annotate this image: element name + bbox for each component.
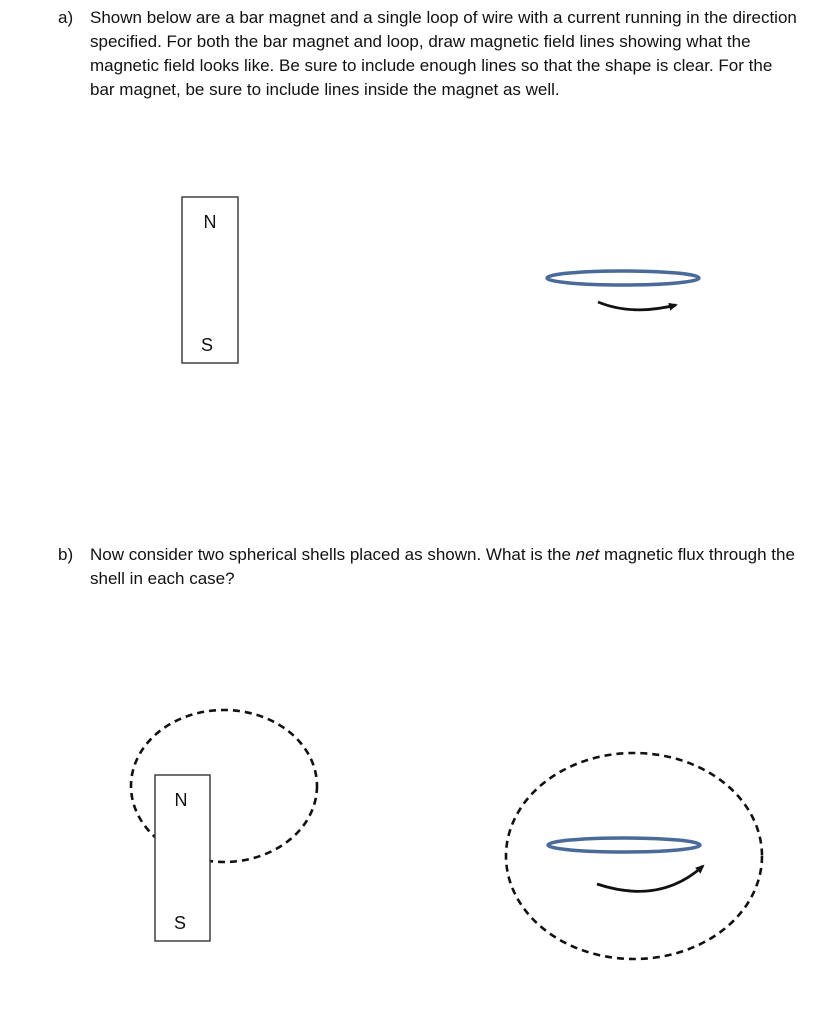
- spherical-shell-loop: [506, 753, 762, 959]
- bar-magnet-b-south-label: S: [173, 913, 187, 933]
- bar-magnet-a: [182, 197, 238, 363]
- question-b-text-before: Now consider two spherical shells placed as shown. What is the: [90, 545, 576, 564]
- question-b-text-after: magnetic flux through the shell in each case?: [90, 545, 795, 588]
- shell-case-magnet: [131, 710, 317, 941]
- question-a-text: Shown below are a bar magnet and a single loop of wire with a current running in the direction specified. For both the bar magnet and loop, draw magnetic field lines showing what the magnetic field looks like. Be sure to include enough lines so that the shape is clear. For the bar magnet, be sure to include lines inside the magnet as well.: [90, 8, 797, 99]
- current-loop-a: [547, 271, 699, 310]
- question-b-emphasis: net: [575, 545, 600, 564]
- wire-loop-a: [547, 271, 699, 285]
- bar-magnet-b-north-label: N: [174, 790, 188, 810]
- question-a-marker: a): [58, 8, 74, 27]
- question-b-marker: b): [58, 545, 74, 564]
- bar-magnet-a-south-label: S: [200, 335, 214, 355]
- shell-case-loop: [506, 753, 762, 959]
- current-direction-arrow-a: [598, 302, 676, 310]
- current-direction-arrow-b: [597, 866, 703, 891]
- wire-loop-b: [548, 838, 700, 852]
- bar-magnet-a-north-label: N: [203, 212, 217, 232]
